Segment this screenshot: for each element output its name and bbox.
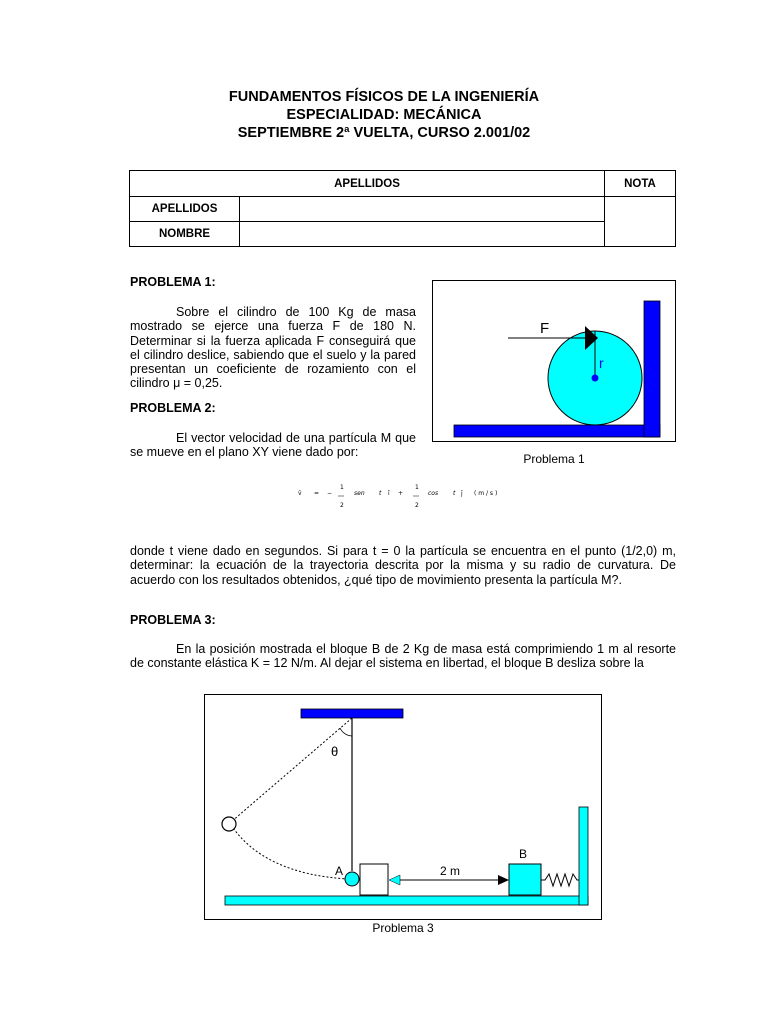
- label-a: A: [335, 864, 344, 878]
- block-b: [509, 864, 541, 895]
- distance-label: 2 m: [440, 864, 461, 878]
- ceiling: [301, 709, 403, 718]
- theta-label: θ: [331, 744, 339, 759]
- problem2-title: PROBLEMA 2:: [130, 401, 216, 415]
- wall: [579, 807, 588, 905]
- block-a: [360, 864, 388, 895]
- exam-session: SEPTIEMBRE 2ª VUELTA, CURSO 2.001/02: [237, 125, 531, 141]
- header-apellidos: APELLIDOS: [130, 171, 605, 197]
- force-label: F: [540, 320, 550, 337]
- exam-speciality: ESPECIALIDAD: MECÁNICA: [286, 107, 482, 123]
- student-id-table: [129, 170, 676, 247]
- nota-field: [605, 197, 676, 247]
- problem2-text: donde t viene dado en segundos. Si para t = 0 la partícula se encuentra en el punto (1/2,0) m, determinar: la ecuación de la trayectoria descrita por la misma y su radio de curvatura. De acuerdo con los resultados obtenidos, ¿qué tipo de movimiento presenta la partícula M?.: [130, 544, 676, 587]
- label-b: B: [519, 847, 528, 861]
- radius-label: r: [599, 355, 604, 371]
- floor: [225, 896, 588, 905]
- problem3-caption: Problema 3: [372, 921, 434, 935]
- apellidos-field[interactable]: [240, 197, 605, 222]
- problem3-text: En la posición mostrada el bloque B de 2 Kg de masa está comprimiendo 1 m al resorte de constante elástica K = 12 N/m. Al dejar el sistema en libertad, el bloque B desliza sobre la: [130, 642, 676, 671]
- problem1-title: PROBLEMA 1:: [130, 275, 216, 289]
- floor: [454, 425, 660, 437]
- wall: [644, 301, 660, 437]
- problem1-figure: [432, 280, 676, 442]
- problem3-title: PROBLEMA 3:: [130, 613, 216, 627]
- problem1-text: Sobre el cilindro de 100 Kg de masa mostrado se ejerce una fuerza F de 180 N. Determinar si la fuerza aplicada F conseguirá que el cilindro deslice, sabiendo que el suelo y la pared presentan un coeficiente de rozamiento con el cilindro μ = 0,25.: [130, 305, 416, 391]
- ball-a: [345, 872, 359, 886]
- pendulum-initial: [222, 817, 236, 831]
- problem2-intro: El vector velocidad de una partícula M que se mueve en el plano XY viene dado por:: [130, 431, 416, 460]
- nombre-field[interactable]: [240, 222, 605, 247]
- exam-title: FUNDAMENTOS FÍSICOS DE LA INGENIERÍA: [228, 89, 540, 105]
- header-nota: NOTA: [605, 171, 676, 197]
- label-nombre: NOMBRE: [130, 222, 240, 247]
- label-apellidos: APELLIDOS: [130, 197, 240, 222]
- problem3-figure: [204, 694, 602, 920]
- problem1-caption: Problema 1: [523, 452, 585, 466]
